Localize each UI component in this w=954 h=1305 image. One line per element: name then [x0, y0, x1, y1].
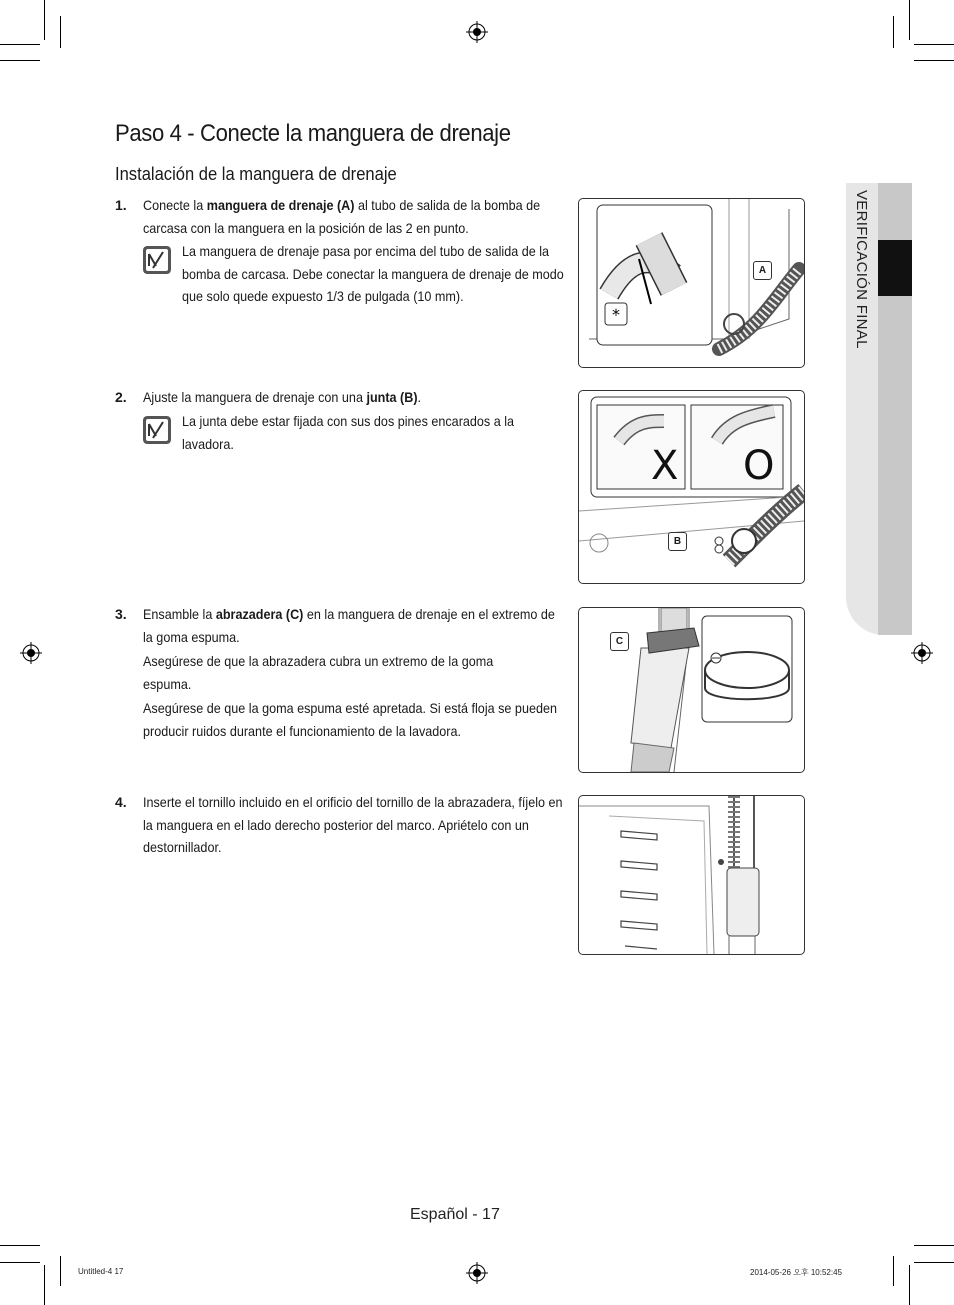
step-text	[143, 194, 566, 239]
step-number: 1.	[115, 197, 127, 213]
figure-4	[578, 795, 805, 955]
step-text-part: Ajuste la manguera de drenaje con una	[143, 389, 367, 405]
crop-mark	[914, 1245, 954, 1246]
crop-mark	[44, 1265, 45, 1305]
crop-mark	[0, 60, 40, 61]
step-paragraph: Asegúrese de que la abrazadera cubra un extremo de la goma espuma.	[143, 653, 494, 692]
step-text-bold: manguera de drenaje (A)	[206, 197, 355, 213]
step-text-part: Conecte la	[143, 197, 207, 213]
step-number: 2.	[115, 389, 127, 405]
step-text-part: al tubo de salida de la bomba de carcasa con la manguera en la posición de las 2 en punto.	[143, 197, 541, 236]
step-text-part: Ensamble la	[143, 606, 216, 622]
figure-label: A	[753, 261, 772, 280]
section-subtitle: Instalación de la manguera de drenaje	[115, 164, 397, 184]
crop-mark	[44, 0, 45, 40]
registration-mark-icon	[466, 21, 488, 43]
wrong-mark: X	[651, 443, 679, 489]
step-text	[143, 603, 566, 648]
crop-mark	[60, 1256, 61, 1286]
registration-mark-icon	[466, 1262, 488, 1284]
step-note: La junta debe estar fijada con sus dos pines encarados a la lavadora.	[182, 413, 515, 452]
note-icon	[143, 246, 171, 274]
crop-mark	[0, 44, 40, 45]
crop-mark	[0, 1262, 40, 1263]
right-mark: O	[743, 443, 775, 489]
figure-label: C	[610, 632, 629, 651]
print-info-right: 2014-05-26 오후 10:52:45	[750, 1268, 842, 1277]
step-text	[143, 386, 566, 409]
crop-mark	[914, 1262, 954, 1263]
step-text-part: en la manguera de drenaje en el extremo de la goma espuma.	[143, 606, 555, 645]
step-text-bold: junta (B)	[366, 389, 418, 405]
step-text-bold: abrazadera (C)	[215, 606, 304, 622]
crop-mark	[893, 1256, 894, 1286]
crop-mark	[0, 1245, 40, 1246]
step-number: 3.	[115, 606, 127, 622]
step-text: Inserte el tornillo incluido en el orificio del tornillo de la abrazadera, fíjelo en la manguera en el lado derecho posterior del marco. Apriételo con un destornillador.	[143, 794, 563, 855]
registration-mark-icon	[20, 642, 42, 664]
step-number: 4.	[115, 794, 127, 810]
crop-mark	[893, 16, 894, 48]
side-tab-label: VERIFICACIÓN FINAL	[853, 190, 870, 349]
figure-1	[578, 198, 805, 368]
figure-label: B	[668, 532, 687, 551]
screw-illustration	[579, 796, 804, 954]
note-icon	[143, 416, 171, 444]
crop-mark	[909, 0, 910, 40]
figure-2	[578, 390, 805, 584]
crop-mark	[914, 44, 954, 45]
registration-mark-icon	[911, 642, 933, 664]
svg-text:*: *	[612, 305, 620, 324]
drain-hose-illustration	[579, 199, 804, 367]
step-paragraph: Asegúrese de que la goma espuma esté apretada. Si está floja se pueden producir ruidos durante el funcionamiento de la lavadora.	[143, 700, 557, 739]
crop-mark	[909, 1265, 910, 1305]
crop-mark	[60, 16, 61, 48]
print-info-left: Untitled-4 17	[78, 1267, 124, 1276]
crop-mark	[914, 60, 954, 61]
figure-3	[578, 607, 805, 773]
step-text-part: .	[417, 389, 422, 405]
page-title: Paso 4 - Conecte la manguera de drenaje	[115, 120, 511, 147]
step-note: La manguera de drenaje pasa por encima del tubo de salida de la bomba de carcasa. Debe conectar la manguera de drenaje de modo que solo quede expuesto 1/3 de pulgada (10 mm).	[182, 243, 564, 304]
page-footer: Español - 17	[410, 1206, 500, 1223]
side-tab-marker	[878, 240, 912, 296]
